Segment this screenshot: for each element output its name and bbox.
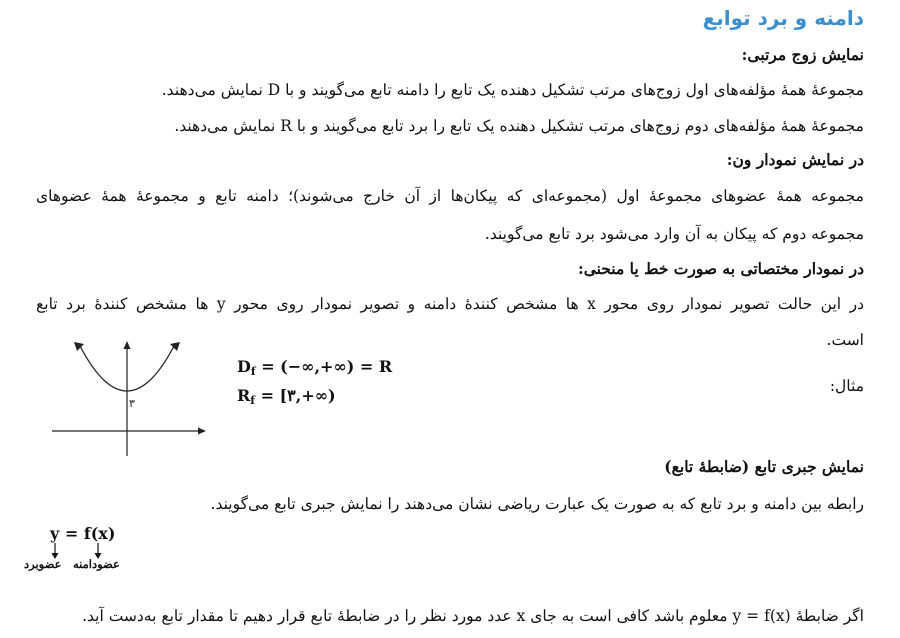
paragraph-domain-definition: مجموعهٔ همهٔ مؤلفه‌های اول زوج‌های مرتب تشکیل دهنده یک تابع را دامنه تابع می‌گویند و با D نمایش می‌دهند. bbox=[161, 81, 864, 99]
paragraph-venn-line2: مجموعه دوم که پیکان به آن وارد می‌شود برد تابع می‌گویند. bbox=[484, 225, 864, 243]
paragraph-graph-line1: در این حالت تصویر نمودار روی محور x ها مشخص کنندهٔ دامنه و تصویر نمودار روی محور y ها مشخص کنندهٔ برد تابع bbox=[36, 295, 864, 313]
domain-formula: $D_f$ = (−∞,+∞) = R bbox=[237, 357, 393, 378]
heading-venn-diagram: در نمایش نمودار ون: bbox=[726, 150, 864, 169]
x-axis-arrow bbox=[198, 428, 206, 435]
paragraph-evaluation: اگر ضابطهٔ y = f(x) معلوم باشد کافی است به جای x عدد مورد نظر را در ضابطهٔ تابع قرار دهیم تا مقدار تابع به‌دست آید. bbox=[82, 607, 864, 625]
paragraph-algebraic: رابطه بین دامنه و برد تابع که به صورت یک عبارت ریاضی نشان می‌دهند را نمایش جبری تابع می‌گویند. bbox=[210, 495, 864, 513]
function-equation: y = f(x) bbox=[50, 524, 116, 543]
example-label: مثال: bbox=[829, 377, 864, 395]
paragraph-range-definition: مجموعهٔ همهٔ مؤلفه‌های دوم زوج‌های مرتب تشکیل دهنده یک تابع را برد تابع می‌گویند و با R نمایش می‌دهند. bbox=[174, 117, 864, 135]
heading-algebraic: نمایش جبری تابع (ضابطهٔ تابع) bbox=[664, 457, 864, 476]
range-member-label: عضوبرد bbox=[24, 557, 62, 571]
heading-ordered-pairs: نمایش زوج مرتبی: bbox=[741, 45, 864, 64]
paragraph-graph-line2: است. bbox=[826, 331, 864, 349]
paragraph-venn-line1: مجموعه همهٔ عضوهای مجموعهٔ اول (مجموعه‌ای که پیکان‌ها از آن خارج می‌شوند)؛ دامنه تابع و مجموعهٔ همهٔ عضوهای bbox=[36, 187, 864, 205]
range-formula: $R_f$ = [۳,+∞) bbox=[237, 386, 336, 407]
page-title: دامنه و برد توابع bbox=[702, 6, 864, 30]
heading-coordinate-graph: در نمودار مختصاتی به صورت خط یا منحنی: bbox=[577, 259, 864, 278]
vertex-label: ۳ bbox=[129, 397, 135, 410]
parabola-graph bbox=[50, 338, 210, 458]
domain-member-label: عضودامنه bbox=[73, 557, 120, 571]
y-axis-arrow bbox=[124, 341, 131, 349]
